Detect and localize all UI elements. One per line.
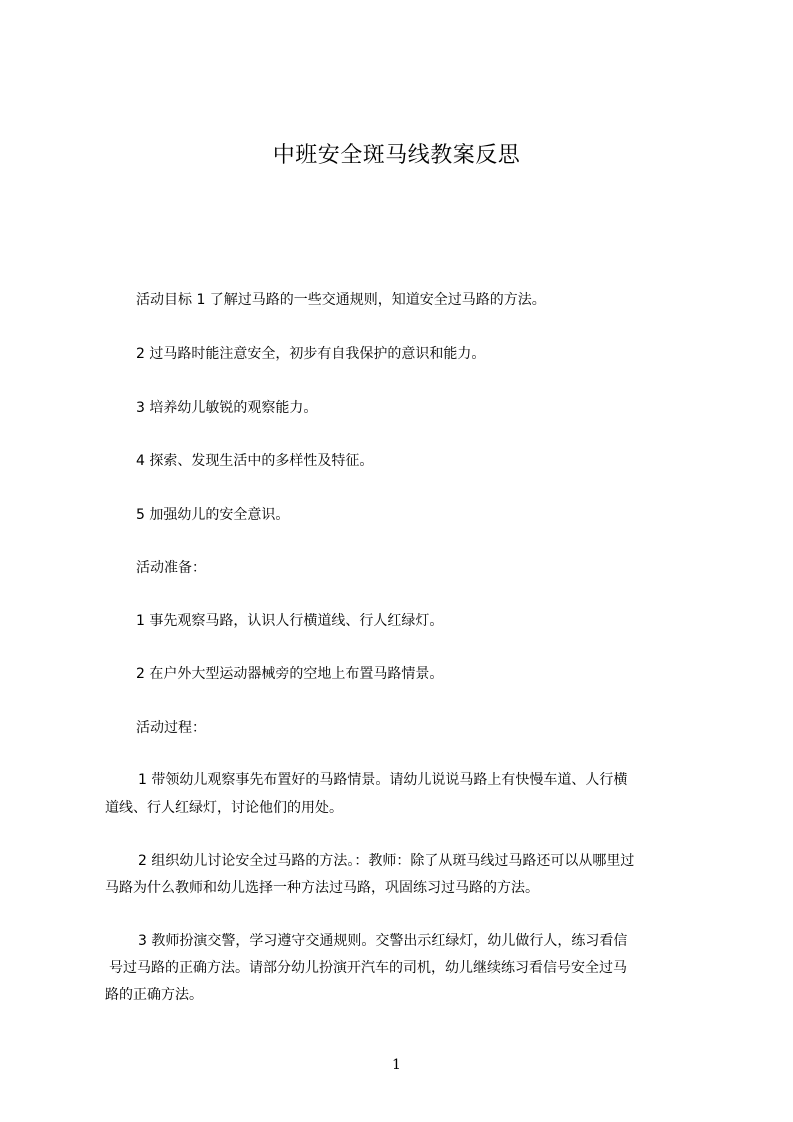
paragraph-line: 路的正确方法。: [105, 987, 203, 1003]
section-heading: 活动过程：: [136, 720, 206, 736]
paragraph-line: 2 组织幼儿讨论安全过马路的方法。：教师：除了从斑马线过马路还可以从哪里过: [138, 853, 635, 869]
paragraph-line: 马路为什么教师和幼儿选择一种方法过马路，巩固练习过马路的方法。: [105, 880, 539, 896]
paragraph-line: 道线、行人红绿灯，讨论他们的用处。: [105, 800, 343, 816]
paragraph-line: 3 教师扮演交警，学习遵守交通规则。交警出示红绿灯，幼儿做行人，练习看信: [138, 933, 628, 949]
document-title: 中班安全斑马线教案反思: [272, 143, 521, 168]
paragraph-line: 1 事先观察马路，认识人行横道线、行人红绿灯。: [136, 613, 444, 629]
section-heading: 活动准备：: [136, 560, 206, 576]
paragraph-line: 5 加强幼儿的安全意识。: [136, 507, 290, 523]
paragraph-line: 活动目标 1 了解过马路的一些交通规则，知道安全过马路的方法。: [136, 292, 546, 308]
paragraph-line: 号过马路的正确方法。请部分幼儿扮演开汽车的司机，幼儿继续练习看信号安全过马: [109, 960, 627, 976]
paragraph-line: 4 探索、发现生活中的多样性及特征。: [136, 453, 374, 469]
page-number: 1: [392, 1057, 401, 1073]
paragraph-line: 2 在户外大型运动器械旁的空地上布置马路情景。: [136, 666, 444, 682]
paragraph-line: 3 培养幼儿敏锐的观察能力。: [136, 400, 318, 416]
paragraph-line: 1 带领幼儿观察事先布置好的马路情景。请幼儿说说马路上有快慢车道、人行横: [138, 772, 628, 788]
paragraph-line: 2 过马路时能注意安全，初步有自我保护的意识和能力。: [136, 346, 486, 362]
